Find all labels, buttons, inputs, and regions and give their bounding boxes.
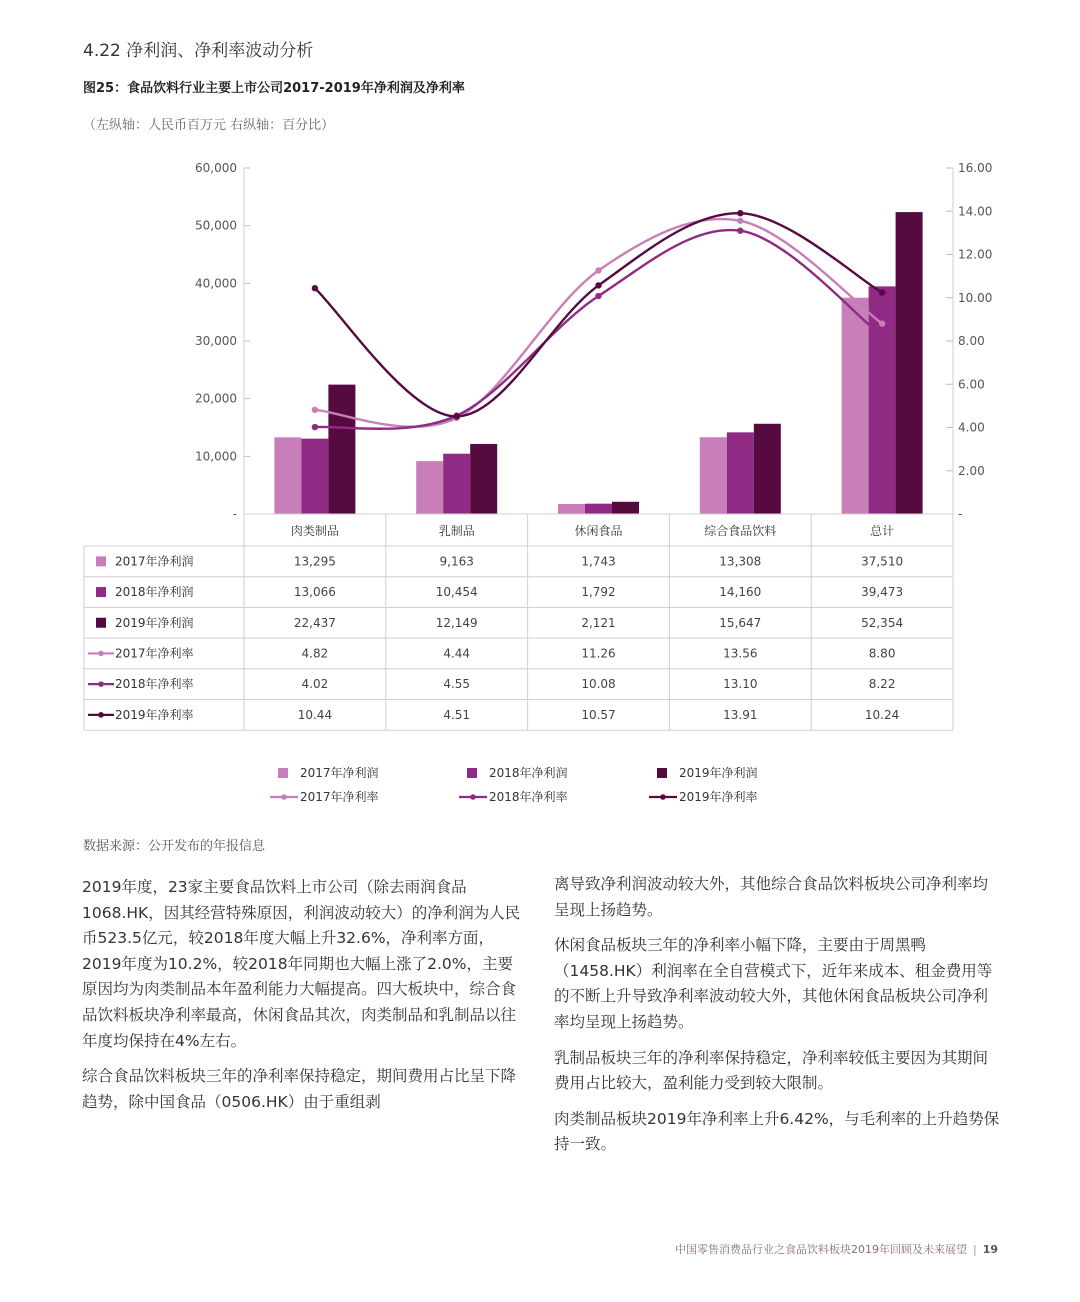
bar-2019年净利润 (328, 385, 355, 514)
bar-2019年净利润 (612, 502, 639, 514)
bar-2017年净利润 (558, 504, 585, 514)
table-cell: 4.02 (301, 677, 329, 692)
table-cell: 13.10 (723, 677, 758, 692)
table-row-label: 2018年净利率 (115, 677, 194, 692)
point-2019年净利率 (312, 285, 318, 291)
table-header-cell: 综合食品饮料 (704, 524, 777, 538)
legend-label: 2018年净利润 (489, 766, 568, 780)
table-header-cell: 肉类制品 (290, 524, 339, 538)
bar-2019年净利润 (470, 444, 497, 514)
data-source: 数据来源：公开发布的年报信息 (83, 839, 266, 854)
left-axis-tick-label: 10,000 (195, 449, 237, 464)
bar-2017年净利润 (842, 298, 869, 514)
legend-label: 2017年净利润 (300, 766, 379, 780)
legend-swatch (278, 768, 288, 778)
table-cell: 13,066 (293, 585, 336, 600)
table-cell: 10.57 (581, 707, 616, 722)
page-footer (675, 1241, 998, 1257)
legend-label: 2019年净利润 (679, 766, 758, 780)
point-2019年净利率 (454, 413, 460, 419)
point-2019年净利率 (737, 210, 743, 216)
table-legend-marker (98, 712, 104, 718)
body-paragraph: 休闲食品板块三年的净利率小幅下降，主要由于周黑鸭（1458.HK）利润率在全自营模式下，近年来成本、租金费用等的不断上升导致净利率波动较大外，其他休闲食品板块公司净利率均呈现上扬趋势。 (554, 936, 993, 1031)
table-row-label: 2019年净利率 (115, 707, 194, 722)
table-cell: 39,473 (861, 585, 904, 600)
left-axis-tick-label: 50,000 (195, 218, 237, 233)
table-legend-swatch (96, 618, 106, 628)
body-paragraph: 离导致净利润波动较大外，其他综合食品饮料板块公司净利率均呈现上扬趋势。 (554, 875, 989, 919)
table-row-label: 2017年净利润 (115, 554, 194, 569)
table-cell: 4.55 (443, 677, 471, 692)
axis-note: （左纵轴：人民币百万元 右纵轴：百分比） (83, 118, 335, 133)
table-row-label: 2019年净利润 (115, 615, 194, 630)
table-cell: 13.56 (723, 646, 758, 661)
table-cell: 52,354 (861, 615, 904, 630)
body-paragraph: 2019年度，23家主要食品饮料上市公司（除去雨润食品 1068.HK，因其经营特殊原因，利润波动较大）的净利润为人民币523.5亿元，较2018年度大幅上升32.6%，净利率方面，2019年度为10.2%，较2018年同期也大幅上涨了2.0%，主要原因均为肉类制品本年盈利能力大幅提高。四大板块中，综合食品饮料板块净利率最高，休闲食品其次，肉类制品和乳制品以往年度均保持在4%左右。 (82, 878, 521, 1050)
table-cell: 1,792 (581, 585, 616, 600)
right-axis-tick-label: 2.00 (958, 463, 985, 478)
table-cell: 13,295 (293, 554, 336, 569)
table-row-label: 2017年净利率 (115, 646, 194, 661)
right-axis-tick-label: - (958, 507, 963, 521)
figure-title: 图25：食品饮料行业主要上市公司2017-2019年净利润及净利率 (83, 81, 465, 96)
right-axis-tick-label: 4.00 (958, 420, 985, 435)
legend-label: 2017年净利率 (300, 790, 379, 804)
table-cell: 14,160 (719, 585, 762, 600)
table-cell: 10.08 (581, 677, 616, 692)
body-paragraph: 肉类制品板块2019年净利率上升6.42%，与毛利率的上升趋势保持一致。 (554, 1109, 1000, 1154)
table-cell: 4.44 (443, 646, 471, 661)
table-cell: 15,647 (719, 615, 762, 630)
left-axis-tick-label: 20,000 (195, 391, 237, 406)
left-axis-tick-label: - (232, 507, 237, 521)
point-2019年净利率 (879, 289, 885, 295)
point-2018年净利率 (879, 333, 885, 339)
table-cell: 11.26 (581, 646, 616, 661)
point-2017年净利率 (312, 407, 318, 413)
point-2018年净利率 (312, 424, 318, 430)
point-2017年净利率 (879, 321, 885, 327)
table-cell: 4.51 (443, 707, 471, 722)
right-axis-tick-label: 14.00 (958, 204, 993, 219)
legend-swatch (467, 768, 477, 778)
body-paragraph: 综合食品饮料板块三年的净利率保持稳定，期间费用占比呈下降趋势，除中国食品（0506.HK）由于重组剥 (82, 1067, 517, 1111)
right-axis-tick-label: 12.00 (958, 247, 993, 262)
bar-2017年净利润 (416, 461, 443, 514)
bar-2019年净利润 (896, 212, 923, 514)
footer-text: 中国零售消费品行业之食品饮料板块2019年回顾及未来展望 (674, 1243, 967, 1256)
bar-2017年净利润 (274, 437, 301, 514)
legend-marker (470, 794, 476, 800)
table-cell: 10.44 (297, 707, 333, 722)
line-2018年净利率 (315, 230, 882, 429)
table-cell: 37,510 (861, 554, 904, 569)
right-axis-tick-label: 8.00 (958, 334, 985, 348)
table-cell: 1,743 (581, 554, 616, 569)
point-2017年净利率 (595, 267, 601, 273)
bar-2019年净利润 (754, 424, 781, 514)
right-axis-tick-label: 10.00 (958, 290, 993, 305)
bar-2018年净利润 (585, 504, 612, 514)
bar-2018年净利润 (301, 439, 328, 514)
table-header-cell: 休闲食品 (574, 524, 623, 538)
table-cell: 2,121 (581, 615, 616, 630)
left-axis-tick-label: 60,000 (195, 161, 237, 175)
table-header-cell: 总计 (870, 524, 895, 538)
body-right-column (554, 872, 1000, 1168)
table-cell: 4.82 (301, 646, 329, 661)
left-axis-tick-label: 30,000 (195, 334, 237, 348)
legend-label: 2019年净利率 (679, 790, 758, 804)
body-left-column (82, 875, 522, 1125)
legend-label: 2018年净利率 (489, 790, 568, 804)
section-title: 4.22 净利润、净利率波动分析 (83, 41, 314, 61)
legend-marker (281, 794, 287, 800)
point-2017年净利率 (737, 218, 743, 224)
point-2019年净利率 (595, 282, 601, 288)
bar-2018年净利润 (443, 454, 470, 514)
line-2019年净利率 (315, 213, 882, 416)
table-cell: 8.80 (868, 646, 896, 661)
right-axis-tick-label: 16.00 (958, 161, 993, 175)
table-header-cell: 乳制品 (438, 524, 475, 538)
footer-separator: | (972, 1243, 977, 1256)
table-cell: 9,163 (439, 554, 474, 569)
table-cell: 10,454 (435, 585, 478, 600)
table-legend-marker (98, 651, 104, 657)
table-legend-swatch (96, 556, 106, 566)
bar-2017年净利润 (700, 437, 727, 514)
legend-swatch (657, 768, 667, 778)
point-2018年净利率 (737, 228, 743, 234)
table-cell: 22,437 (293, 615, 336, 630)
page-number: 19 (982, 1243, 998, 1256)
legend-marker (660, 794, 666, 800)
bar-2018年净利润 (727, 432, 754, 514)
table-cell: 12,149 (435, 615, 478, 630)
body-paragraph: 乳制品板块三年的净利率保持稳定，净利率较低主要因为其期间费用占比较大，盈利能力受到较大限制。 (554, 1048, 989, 1093)
point-2018年净利率 (595, 293, 601, 299)
table-cell: 8.22 (868, 677, 896, 692)
left-axis-tick-label: 40,000 (195, 276, 237, 291)
right-axis-tick-label: 6.00 (958, 377, 985, 392)
table-row-label: 2018年净利润 (115, 585, 194, 600)
table-cell: 13,308 (719, 554, 762, 569)
table-cell: 10.24 (864, 707, 900, 722)
line-2017年净利率 (315, 219, 882, 427)
table-legend-swatch (96, 587, 106, 597)
table-cell: 13.91 (723, 707, 758, 722)
table-legend-marker (98, 681, 104, 687)
